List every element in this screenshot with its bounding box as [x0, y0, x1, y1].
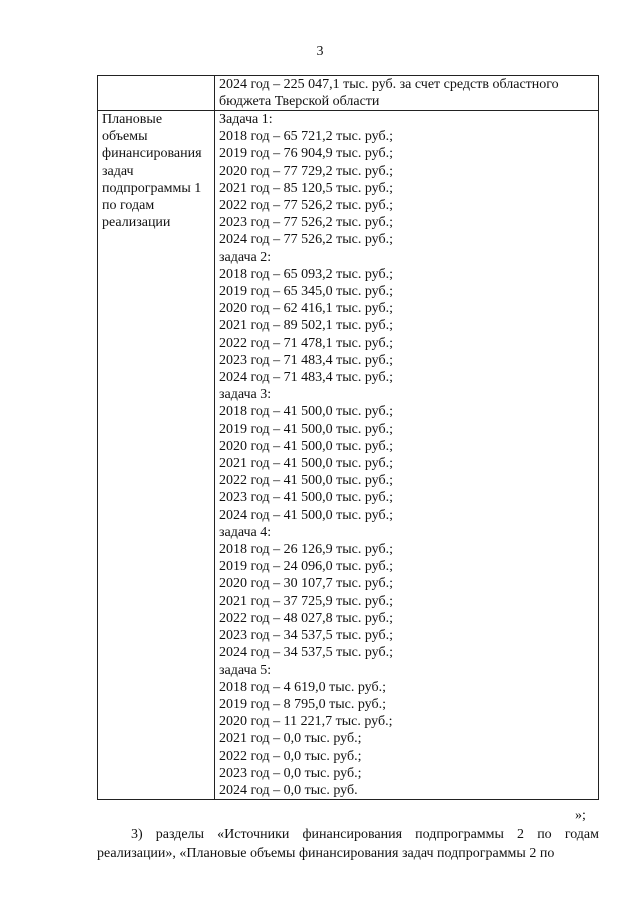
funding-line: 2020 год – 77 729,2 тыс. руб.; [219, 163, 393, 179]
task-list [219, 111, 594, 799]
funding-line: 2020 год – 30 107,7 тыс. руб.; [219, 576, 393, 592]
funding-line: 2020 год – 62 416,1 тыс. руб.; [219, 301, 393, 317]
closing-quote: »; [575, 808, 586, 823]
funding-line: 2021 год – 0,0 тыс. руб.; [219, 731, 362, 747]
funding-line: 2023 год – 0,0 тыс. руб.; [219, 765, 362, 781]
funding-line: 2024 год – 34 537,5 тыс. руб.; [219, 645, 393, 661]
funding-line: 2023 год – 34 537,5 тыс. руб.; [219, 628, 393, 644]
table-cell-right [215, 111, 599, 800]
task-heading: задача 4: [219, 524, 272, 540]
table-cell-right: 2024 год – 225 047,1 тыс. руб. за счет средств областного бюджета Тверской области [215, 76, 599, 111]
funding-line: 2019 год – 41 500,0 тыс. руб.; [219, 421, 393, 437]
financing-table [97, 75, 599, 800]
funding-line: 2018 год – 41 500,0 тыс. руб.; [219, 404, 393, 420]
funding-line: 2022 год – 77 526,2 тыс. руб.; [219, 198, 393, 214]
funding-line: 2022 год – 71 478,1 тыс. руб.; [219, 335, 393, 351]
funding-line: 2018 год – 26 126,9 тыс. руб.; [219, 542, 393, 558]
funding-line: 2021 год – 85 120,5 тыс. руб.; [219, 180, 393, 196]
body-paragraph [97, 825, 599, 863]
task-heading: задача 2: [219, 249, 272, 265]
funding-line: 2019 год – 76 904,9 тыс. руб.; [219, 146, 393, 162]
funding-line: 2024 год – 0,0 тыс. руб. [219, 782, 358, 798]
task-heading: задача 5: [219, 662, 272, 678]
funding-line: 2019 год – 8 795,0 тыс. руб.; [219, 696, 386, 712]
funding-line: 2019 год – 65 345,0 тыс. руб.; [219, 284, 393, 300]
row-heading-line: по годам [102, 198, 155, 214]
row-heading-line: реализации [102, 215, 171, 231]
row-heading-line: Плановые [102, 112, 163, 127]
funding-line: 2024 год – 41 500,0 тыс. руб.; [219, 507, 393, 523]
table-cell-left [98, 76, 215, 111]
funding-line: 2018 год – 65 093,2 тыс. руб.; [219, 266, 393, 282]
table-cell-left [98, 111, 215, 800]
funding-line: 2024 год – 77 526,2 тыс. руб.; [219, 232, 393, 248]
funding-line: 2021 год – 37 725,9 тыс. руб.; [219, 593, 393, 609]
funding-line: 2021 год – 89 502,1 тыс. руб.; [219, 318, 393, 334]
task-heading: задача 3: [219, 387, 272, 403]
funding-line: 2018 год – 65 721,2 тыс. руб.; [219, 129, 393, 145]
page-number: 3 [316, 44, 324, 59]
row-heading-line: объемы [102, 129, 148, 145]
funding-line: 2020 год – 41 500,0 тыс. руб.; [219, 438, 393, 454]
funding-line: 2023 год – 41 500,0 тыс. руб.; [219, 490, 393, 506]
funding-line: 2020 год – 11 221,7 тыс. руб.; [219, 714, 393, 730]
row-heading [102, 111, 210, 231]
funding-line: 2019 год – 24 096,0 тыс. руб.; [219, 559, 393, 575]
row-heading-line: финансирования [102, 146, 202, 162]
paragraph-text: 3) разделы «Источники финансирования подпрограммы 2 по годам реализации», «Плановые объемы финансирования задач подпрограммы 2 по [97, 827, 599, 861]
row-heading-line: подпрограммы 1 [102, 180, 202, 196]
funding-line: 2022 год – 0,0 тыс. руб.; [219, 748, 362, 764]
funding-line: 2022 год – 41 500,0 тыс. руб.; [219, 473, 393, 489]
funding-line: 2022 год – 48 027,8 тыс. руб.; [219, 610, 393, 626]
funding-line: 2021 год – 41 500,0 тыс. руб.; [219, 456, 393, 472]
table-row [98, 111, 599, 800]
task-heading: Задача 1: [219, 112, 273, 127]
funding-line: 2023 год – 71 483,4 тыс. руб.; [219, 352, 393, 368]
funding-line: 2023 год – 77 526,2 тыс. руб.; [219, 215, 393, 231]
funding-line: 2024 год – 71 483,4 тыс. руб.; [219, 370, 393, 386]
row-heading-line: задач [102, 163, 134, 179]
funding-line: 2018 год – 4 619,0 тыс. руб.; [219, 679, 386, 695]
table-row [98, 76, 599, 111]
